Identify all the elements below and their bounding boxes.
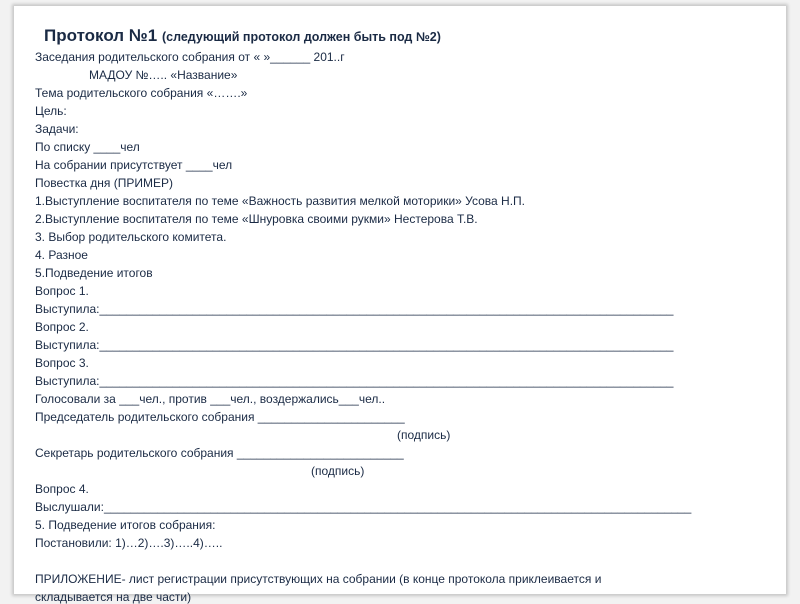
speaker-line: Выступила:______________________________________________________________________________________ [35,374,674,388]
institution-line: МАДОУ №….. «Название» [89,68,238,82]
listened-line: Выслушали:________________________________________________________________________________________ [35,500,692,514]
present-count-line: На собрании присутствует ____чел [35,158,233,172]
agenda-item: 1.Выступление воспитателя по теме «Важность развития мелкой моторики» Усова Н.П. [35,194,526,208]
protocol-number: Протокол №1 [44,26,158,45]
vote-line: Голосовали за ___чел., против ___чел., воздержались___чел.. [35,392,386,406]
list-count-line: По списку ____чел [35,140,140,154]
protocol-title [44,26,441,46]
speaker-line: Выступила:______________________________________________________________________________________ [35,302,674,316]
agenda-item: 2.Выступление воспитателя по теме «Шнуровка своими рукми» Нестерова Т.В. [35,212,478,226]
appendix-line: ПРИЛОЖЕНИЕ- лист регистрации присутствующих на собрании (в конце протокола приклеивается и [35,572,602,586]
agenda-item: 4. Разное [35,248,88,262]
question-heading: Вопрос 3. [35,356,89,370]
signature-caption: (подпись) [397,428,451,442]
agenda-heading: Повестка дня (ПРИМЕР) [35,176,173,190]
agenda-item: 5.Подведение итогов [35,266,153,280]
summary-heading: 5. Подведение итогов собрания: [35,518,216,532]
protocol-note: (следующий протокол должен быть под №2) [161,30,441,44]
topic-line: Тема родительского собрания «…….» [35,86,248,100]
goal-line: Цель: [35,104,67,118]
slide [14,6,786,604]
signature-caption: (подпись) [311,464,365,478]
resolutions-line: Постановили: 1)…2)….3)…..4)….. [35,536,223,550]
speaker-line: Выступила:______________________________________________________________________________________ [35,338,674,352]
meeting-line: Заседания родительского собрания от « »______ 201..г [35,50,345,64]
question-heading: Вопрос 1. [35,284,89,298]
agenda-item: 3. Выбор родительского комитета. [35,230,227,244]
protocol-document [14,6,786,604]
chairman-line: Председатель родительского собрания ______________________ [35,410,405,424]
secretary-line: Секретарь родительского собрания _________________________ [35,446,404,460]
tasks-line: Задачи: [35,122,79,136]
appendix-line-continued: складывается на две части) [35,590,192,604]
question-heading: Вопрос 4. [35,482,89,496]
question-heading: Вопрос 2. [35,320,89,334]
